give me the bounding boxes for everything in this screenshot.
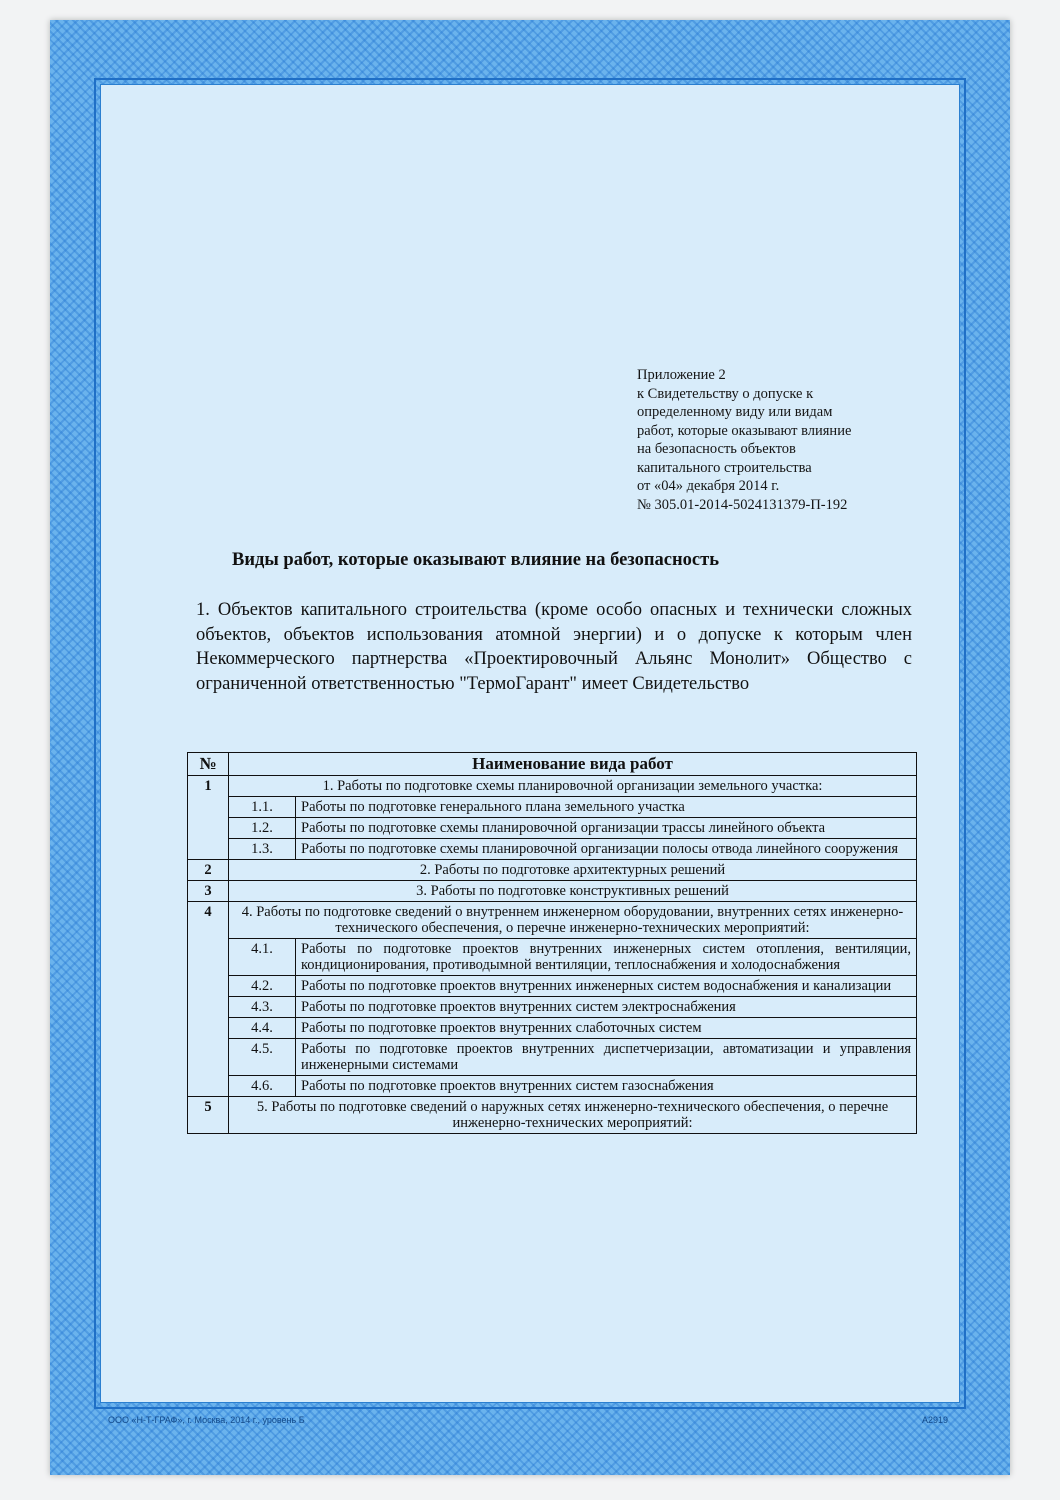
item-code: 4.1. bbox=[229, 939, 296, 976]
table-row bbox=[188, 976, 917, 997]
annex-line: от «04» декабря 2014 г. bbox=[637, 478, 780, 494]
document-field bbox=[100, 84, 960, 1403]
table-row bbox=[188, 818, 917, 839]
item-code: 4.4. bbox=[229, 1018, 296, 1039]
item-text: Работы по подготовке схемы планировочной организации трассы линейного объекта bbox=[296, 818, 917, 839]
group-number: 4 bbox=[188, 902, 229, 1097]
annex-line: определенному виду или видам bbox=[637, 404, 833, 420]
table-row bbox=[188, 1039, 917, 1076]
form-number: A2919 bbox=[921, 1415, 948, 1425]
group-number: 5 bbox=[188, 1097, 229, 1134]
annex-line: № 305.01-2014-5024131379-П-192 bbox=[637, 496, 848, 513]
table-header-row bbox=[188, 753, 917, 776]
item-text: Работы по подготовке проектов внутренних диспетчеризации, автоматизации и управления инженерными системами bbox=[296, 1039, 917, 1076]
group-title: 3. Работы по подготовке конструктивных решений bbox=[229, 881, 917, 902]
group-title: 2. Работы по подготовке архитектурных решений bbox=[229, 860, 917, 881]
group-title: 5. Работы по подготовке сведений о наружных сетях инженерно-технического обеспечения, о перечне инженерно-технических мероприятий: bbox=[229, 1097, 917, 1134]
item-code: 4.2. bbox=[229, 976, 296, 997]
group-number: 3 bbox=[188, 881, 229, 902]
annex-line: к Свидетельству о допуске к bbox=[637, 385, 814, 402]
page-title: Виды работ, которые оказывают влияние на безопасность bbox=[232, 550, 719, 570]
item-text: Работы по подготовке генерального плана земельного участка bbox=[296, 797, 917, 818]
item-text: Работы по подготовке схемы планировочной организации полосы отвода линейного сооружения bbox=[296, 839, 917, 860]
table-row bbox=[188, 939, 917, 976]
annex-line: на безопасность объектов bbox=[637, 441, 796, 457]
item-code: 4.5. bbox=[229, 1039, 296, 1076]
group-number: 2 bbox=[188, 860, 229, 881]
works-table bbox=[187, 752, 917, 1134]
item-text: Работы по подготовке проектов внутренних слаботочных систем bbox=[296, 1018, 917, 1039]
certificate-sheet bbox=[50, 20, 1010, 1475]
table-row-group bbox=[188, 881, 917, 902]
item-code: 4.6. bbox=[229, 1076, 296, 1097]
annex-line: Приложение 2 bbox=[637, 367, 726, 383]
printer-imprint: ООО «Н-Т-ГРАФ», г. Москва, 2014 г., уровень Б bbox=[108, 1415, 305, 1425]
table-row bbox=[188, 1076, 917, 1097]
table-row-group bbox=[188, 902, 917, 939]
table-row-group bbox=[188, 860, 917, 881]
item-code: 1.3. bbox=[229, 839, 296, 860]
group-title: 1. Работы по подготовке схемы планировочной организации земельного участка: bbox=[229, 776, 917, 797]
annex-line: работ, которые оказывают влияние bbox=[637, 422, 852, 439]
item-code: 1.2. bbox=[229, 818, 296, 839]
works-table-body bbox=[188, 776, 917, 1134]
annex-line: капитального строительства bbox=[637, 459, 812, 476]
item-text: Работы по подготовке проектов внутренних инженерных систем водоснабжения и канализации bbox=[296, 976, 917, 997]
table-row bbox=[188, 1018, 917, 1039]
item-text: Работы по подготовке проектов внутренних систем газоснабжения bbox=[296, 1076, 917, 1097]
group-title: 4. Работы по подготовке сведений о внутреннем инженерном оборудовании, внутренних сетях инженерно-технического обеспечения, о перечне инженерно-технических мероприятий: bbox=[229, 902, 917, 939]
item-code: 1.1. bbox=[229, 797, 296, 818]
table-row bbox=[188, 797, 917, 818]
group-number: 1 bbox=[188, 776, 229, 860]
table-row-group bbox=[188, 776, 917, 797]
table-row bbox=[188, 997, 917, 1018]
table-row bbox=[188, 839, 917, 860]
header-work-name: Наименование вида работ bbox=[229, 753, 917, 776]
annex-reference bbox=[637, 366, 937, 514]
item-text: Работы по подготовке проектов внутренних систем электроснабжения bbox=[296, 997, 917, 1018]
table-row-group bbox=[188, 1097, 917, 1134]
header-number: № bbox=[188, 753, 229, 776]
item-code: 4.3. bbox=[229, 997, 296, 1018]
item-text: Работы по подготовке проектов внутренних инженерных систем отопления, вентиляции, кондиционирования, противодымной вентиляции, теплоснабжения и холодоснабжения bbox=[296, 939, 917, 976]
section-intro: 1. Объектов капитального строительства (кроме особо опасных и технически сложных объектов, объектов использования атомной энергии) и о допуске к которым член Некоммерческого партнерства «Проектировочный Альянс Монолит» Общество с ограниченной ответственностью "ТермоГарант" имеет Свидетельство bbox=[196, 600, 912, 694]
